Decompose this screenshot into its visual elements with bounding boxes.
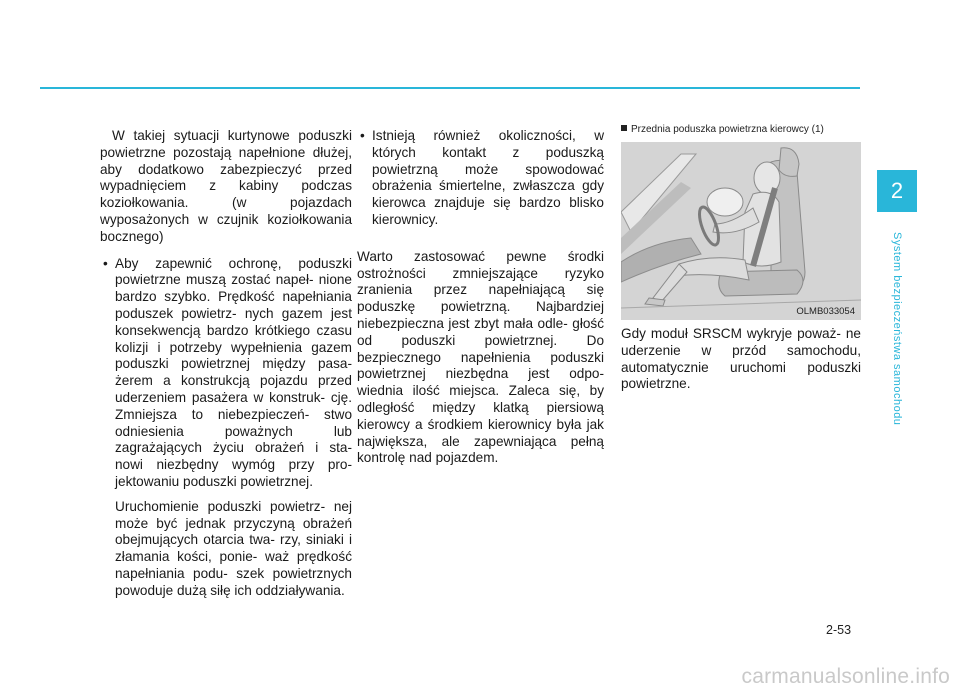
text-line: szek powietrznych powoduje dużą [115,565,352,598]
text-line: nych gazem jest konsekwencją [115,305,352,338]
text-line: ne uderzenie w przód samochodu, [621,326,861,358]
text-line: gdy kierowca znajduje się bardzo [372,178,605,211]
text-line: ostrożności zmniejszające ryzyko [357,265,604,281]
text-line: niebezpieczna jest zbyt mała odle- [357,315,568,331]
text-line: poduszkę powietrzną. Najbardziej [357,299,604,315]
text-line: powietrzną może spowodować [372,161,604,177]
text-line: waż prędkość napełniania podu- [115,549,352,581]
paragraph-injury-causes [100,499,352,600]
figure-caption: Przednia poduszka powietrzna kierowcy (1) [621,124,861,136]
text-line: zabezpieczyć przed wypadnięciem [100,161,352,194]
text-line: głość od poduszki powietrznej. Do [357,315,604,348]
text-column-1 [100,128,352,600]
text-line: siłę ich oddziaływania. [210,582,345,598]
text-line: nowi niezbędny wymóg przy pro- [115,457,352,473]
text-line: zranienia przez napełniającą się [357,282,604,298]
bullet-inflation-speed [100,256,352,491]
text-line: Istnieją również okoliczności, [372,128,576,143]
text-line: zagrażających życiu obrażeń i sta- [115,440,352,456]
text-line: żerem a konstrukcją pojazdu przed [115,373,352,389]
bullet-marker: • [103,255,108,271]
paragraph-rollover [100,128,352,246]
page-number: 2-53 [826,623,852,637]
paragraph-precautions [357,249,604,467]
text-line: obrażeń obejmujących otarcia twa- [115,515,352,548]
text-line: z kabiny podczas koziołkowania. [100,178,352,211]
text-line: uderzeniem pasażera w konstruk- [115,389,326,405]
text-line: pełną kontrolę nad pojazdem. [357,433,604,466]
bullet-marker: • [360,128,365,143]
text-line: jektowaniu poduszki powietrznej. [115,473,313,489]
text-line: i potrzeby wypełnienia gazem [157,339,353,355]
text-line: (w pojazdach wyposażonych [100,195,352,227]
text-line: Gdy moduł SRSCM wykryje poważ- [621,326,841,341]
text-line: obrażenia śmiertelne, zwłaszcza [372,178,575,194]
chapter-title: System bezpieczeństwa samochodu [891,232,903,426]
text-line: w czujnik koziołkowania bocznego) [100,211,352,244]
text-line: poduszki powietrzne pozostają [100,128,352,160]
text-line: poduszki powietrznej między pasa- [115,356,352,372]
text-line: cję. Zmniejsza to niebezpieczeń- [115,389,352,422]
text-line: Warto zastosować pewne środki [357,248,604,264]
driver-airbag-drawing [621,142,861,320]
text-line: bezpiecznego napełnienia poduszki [357,349,604,365]
text-line: powietrznej niezbędna jest odpo- [357,366,604,382]
driver-airbag-illustration [621,142,861,320]
text-line: rzy, siniaki i złamania kości, ponie- [115,532,352,565]
text-line: powietrzne muszą zostać napeł- [115,272,314,288]
text-line: Uruchomienie poduszki powietrz- [115,498,326,514]
text-line: W takiej sytuacji kurtynowe [112,128,290,143]
airbag-figure [621,124,861,320]
text-line: napełniania poduszek powietrz- [115,289,352,321]
paragraph-srscm [621,326,861,393]
image-code: OLMB033054 [796,306,855,317]
header-rule [40,87,860,89]
text-line: stwo odniesienia poważnych lub [115,406,352,439]
text-line: napełnione dłużej, aby dodatkowo [100,144,352,177]
text-column-2 [357,128,604,467]
text-line: w których kontakt z poduszką [372,128,605,160]
text-line: powietrzne. [621,376,691,392]
text-line: wiednia ilość miejsca. Zaleca się, by [357,383,604,399]
text-column-3 [621,326,861,393]
text-line: nione bardzo szybko. Prędkość [115,272,352,305]
chapter-tab: 2 [877,170,917,212]
text-line: odległość między klatką piersiową [357,399,604,415]
text-line: Aby zapewnić ochronę, poduszki [115,255,352,271]
watermark: carmanualsonline.info [741,665,950,688]
text-line: kierowcy a środkiem kierownicy była [357,416,582,432]
text-line: nej może być jednak przyczyną [115,498,352,531]
text-line: automatycznie uruchomi poduszki [621,359,861,375]
bullet-fatal-circumstances [357,128,604,229]
text-line: jak największa, ale zapewniająca [357,416,604,449]
text-line: bardzo krótkiego czasu kolizji [115,322,353,355]
text-line: blisko kierownicy. [372,195,604,227]
square-bullet-icon [621,125,627,131]
